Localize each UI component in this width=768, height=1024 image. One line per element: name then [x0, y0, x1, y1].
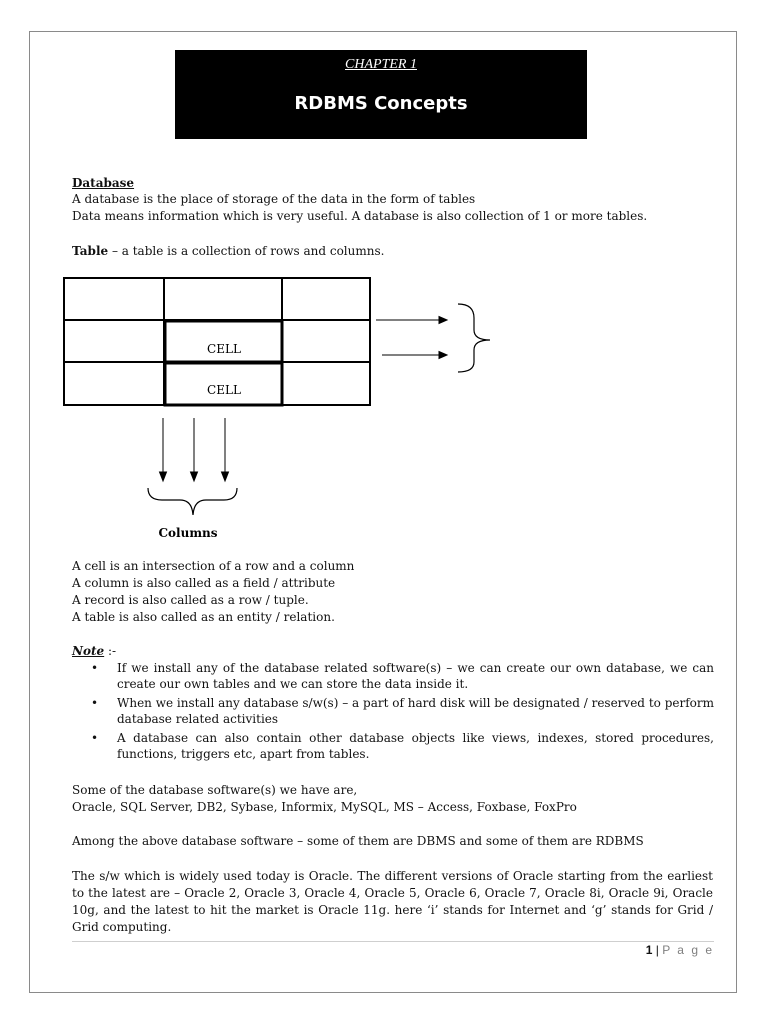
list-item [72, 660, 714, 692]
rows-brace [458, 304, 490, 372]
columns-brace [148, 488, 237, 515]
footer-separator: | [652, 943, 663, 957]
bullet-icon: • [91, 696, 99, 710]
table-term: Table [72, 244, 109, 258]
column-arrowhead [160, 472, 167, 481]
bullet-icon: • [91, 731, 99, 745]
chapter-label: CHAPTER 1 [345, 57, 417, 72]
note-label: Note [72, 644, 105, 658]
software-list: Oracle, SQL Server, DB2, Sybase, Informix, MySQL, MS – Access, Foxbase, FoxPro [72, 800, 577, 814]
database-line-2: Data means information which is very useful. A database is also collection of 1 or more tables. [72, 209, 648, 223]
definition-line: A record is also called as a row / tuple. [72, 593, 309, 607]
bullet-text: A database can also contain other database objects like views, indexes, stored procedures, functions, triggers etc, apart from tables. [117, 731, 714, 761]
note-suffix: :- [104, 644, 117, 658]
page-word: P a g e [662, 943, 714, 957]
row-arrowhead [439, 317, 447, 324]
database-heading: Database [72, 176, 135, 190]
definition-line: A column is also called as a field / attribute [72, 576, 336, 590]
list-item [72, 730, 714, 762]
footer-divider [72, 941, 714, 942]
column-arrowhead [191, 472, 198, 481]
software-intro: Some of the database software(s) we have are, [72, 783, 358, 797]
row-arrowhead [439, 352, 447, 359]
column-arrowhead [222, 472, 229, 481]
database-line-1: A database is the place of storage of the data in the form of tables [72, 192, 476, 206]
cell-label-1: CELL [207, 342, 241, 356]
dbms-line: Among the above database software – some of them are DBMS and some of them are RDBMS [72, 834, 644, 848]
bullet-icon: • [91, 661, 99, 675]
page-number: 1 [645, 943, 653, 957]
chapter-title: RDBMS Concepts [294, 93, 468, 114]
note-heading [72, 643, 116, 660]
definition-line: A table is also called as an entity / relation. [72, 610, 335, 624]
columns-label: Columns [158, 526, 218, 540]
page-footer [646, 943, 714, 957]
oracle-paragraph: The s/w which is widely used today is Oracle. The different versions of Oracle starting from the earliest to the latest are – Oracle 2, Oracle 3, Oracle 4, Oracle 5, Oracle 6, Oracle 7, Oracle 8i, Oracle 9i, Oracle 10g, and the latest to hit the market is Oracle 11g. here ‘i’ stands for Internet and ‘g’ stands for Grid / Grid computing. [72, 869, 713, 934]
list-item [72, 695, 714, 727]
bullet-text: When we install any database s/w(s) – a part of hard disk will be designated / reserved to perform database related activities [117, 696, 714, 726]
table-definition-text: – a table is a collection of rows and columns. [108, 244, 385, 258]
note-bullets [72, 660, 714, 765]
definition-line: A cell is an intersection of a row and a column [72, 559, 355, 573]
cell-label-2: CELL [207, 383, 241, 397]
bullet-text: If we install any of the database related software(s) – we can create our own database, we can create our own tables and we can store the data inside it. [117, 661, 714, 691]
